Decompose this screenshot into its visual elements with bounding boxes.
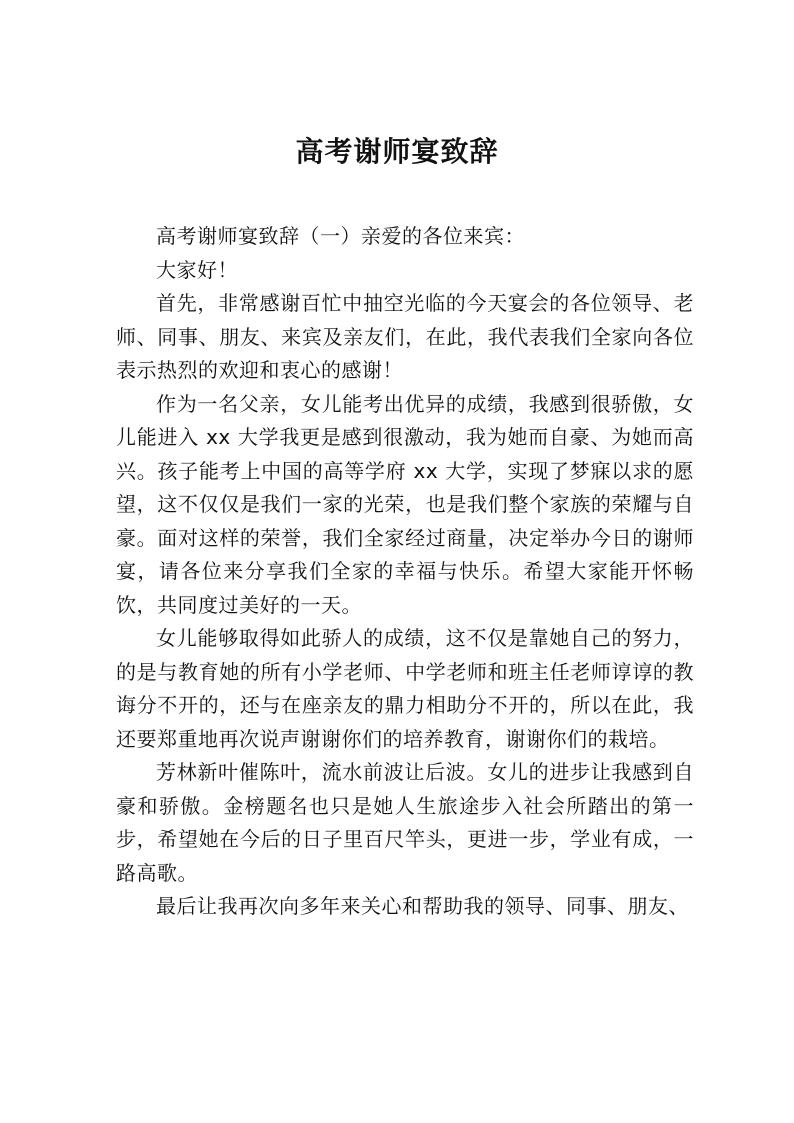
paragraph-greeting-heading: 高考谢师宴致辞（一）亲爱的各位来宾：	[156, 224, 525, 248]
paragraph-father-pride: 作为一名父亲，女儿能考出优异的成绩，我感到很骄傲，女儿能进入 xx 大学我更是感到很激动，我为她而自豪、为她而高兴。孩子能考上中国的高等学府 xx 大学，实现了梦寐以求的愿望，这不仅仅是我们一家的光荣，也是我们整个家族的荣耀与自豪。面对这样的荣誉，我们全家经过商量，决定举办今日的谢师宴，请各位来分享我们全家的幸福与快乐。希望大家能开怀畅饮，共同度过美好的一天。	[116, 391, 694, 617]
document-body	[116, 220, 694, 924]
paragraph-thanks-guests: 首先，非常感谢百忙中抽空光临的今天宴会的各位领导、老师、同事、朋友、来宾及亲友们，在此，我代表我们全家向各位表示热烈的欢迎和衷心的感谢！	[116, 291, 694, 382]
paragraph-teachers-thanks: 女儿能够取得如此骄人的成绩，这不仅是靠她自己的努力，的是与教育她的所有小学老师、中学老师和班主任老师谆谆的教诲分不开的，还与在座亲友的鼎力相助分不开的，所以在此，我还要郑重地再次说声谢谢你们的培养教育，谢谢你们的栽培。	[116, 626, 694, 751]
document-title: 高考谢师宴致辞	[295, 135, 499, 168]
paragraph-hello: 大家好！	[156, 257, 238, 282]
paragraph-closing: 最后让我再次向多年来关心和帮助我的领导、同事、朋友、	[156, 894, 689, 918]
paragraph-future-wishes: 芳林新叶催陈叶，流水前波让后波。女儿的进步让我感到自豪和骄傲。金榜题名也只是她人生旅途步入社会所踏出的第一步，希望她在今后的日子里百尺竿头，更进一步，学业有成，一路高歌。	[116, 760, 694, 885]
